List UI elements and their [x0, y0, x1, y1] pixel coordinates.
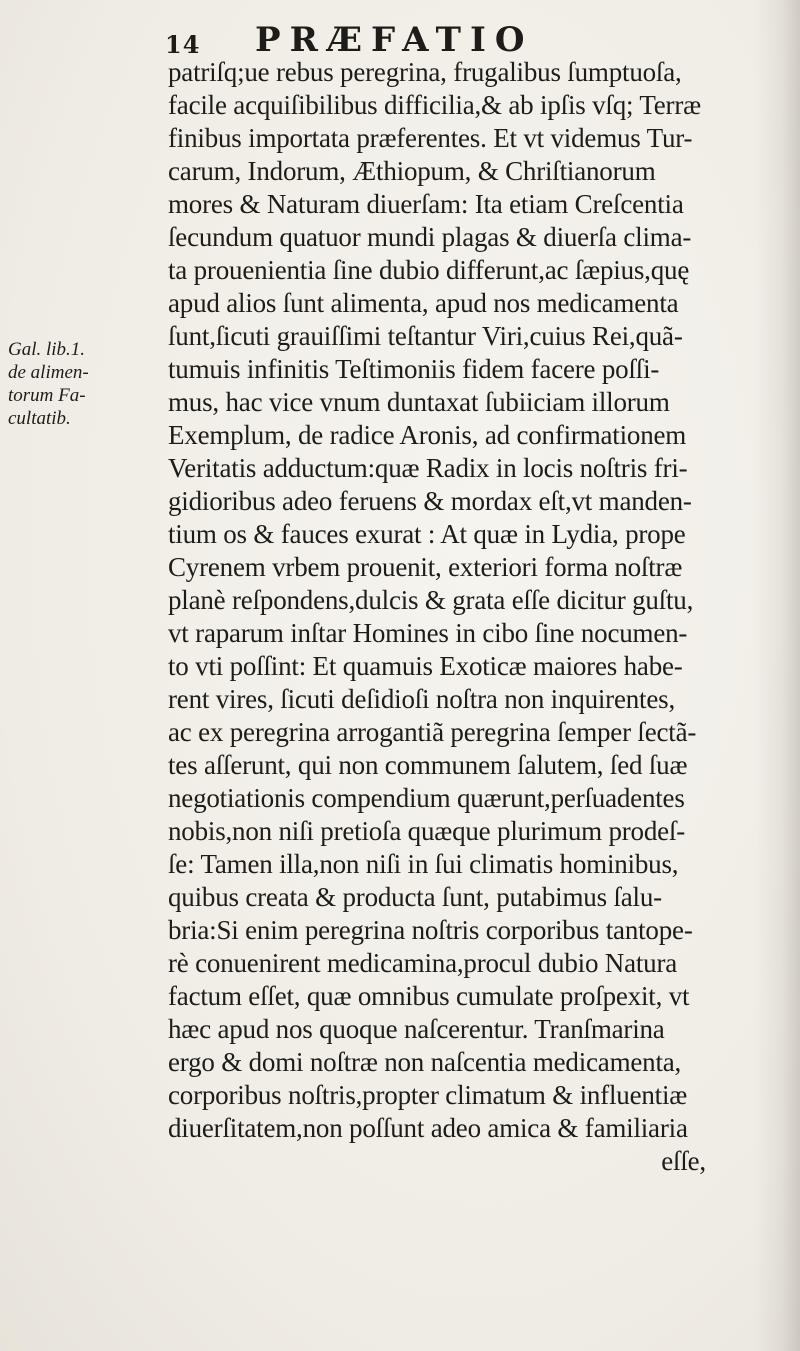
text-line: Veritatis adductum:quæ Radix in locis noſtris fri-: [168, 453, 688, 483]
text-line: rè conuenirent medicamina,procul dubio Natura: [168, 948, 678, 978]
text-line: factum eſſet, quæ omnibus cumulate proſpexit, vt: [168, 981, 690, 1011]
marginal-note-line: cultatib.: [8, 408, 71, 429]
body-text: [168, 56, 778, 1178]
text-line: ergo & domi noſtræ non naſcentia medicamenta,: [168, 1047, 682, 1077]
page-number: 14: [165, 30, 201, 59]
text-line: tumuis infinitis Teſtimoniis fidem facere poſſi-: [168, 354, 660, 384]
text-line: ſe: Tamen illa,non niſi in ſui climatis hominibus,: [168, 849, 679, 879]
marginal-note-line: Gal. lib.1.: [8, 339, 86, 360]
text-line: carum, Indorum, Æthiopum, & Chriſtianorum: [168, 156, 656, 186]
text-line: nobis,non niſi pretioſa quæque plurimum prodeſ-: [168, 816, 686, 846]
running-head: PRÆFATIO: [255, 20, 534, 60]
text-line: vt raparum inſtar Homines in cibo ſine nocumen-: [168, 618, 688, 648]
text-line: ac ex peregrina arrogantiã peregrina ſemper ſectã-: [168, 717, 697, 747]
text-line: Cyrenem vrbem prouenit, exteriori forma noſtræ: [168, 552, 683, 582]
text-line: negotiationis compendium quærunt,perſuadentes: [168, 783, 685, 813]
text-line: ta prouenientia ſine dubio differunt,ac ſæpius,quę: [168, 255, 690, 285]
text-line: bria:Si enim peregrina noſtris corporibus tantope-: [168, 915, 693, 945]
marginal-note: [8, 338, 158, 430]
text-line: diuerſitatem,non poſſunt adeo amica & familiaria: [168, 1113, 688, 1143]
text-line: tes aſſerunt, qui non communem ſalutem, ſed ſuæ: [168, 750, 688, 780]
text-line: corporibus noſtris,propter climatum & influentiæ: [168, 1080, 688, 1110]
text-line: mores & Naturam diuerſam: Ita etiam Creſcentia: [168, 189, 684, 219]
text-line: hæc apud nos quoque naſcerentur. Tranſmarina: [168, 1014, 665, 1044]
text-line: apud alios ſunt alimenta, apud nos medicamenta: [168, 288, 679, 318]
text-line: ſunt,ſicuti grauiſſimi teſtantur Viri,cuius Rei,quã-: [168, 321, 683, 351]
text-line: finibus importata præferentes. Et vt videmus Tur-: [168, 123, 693, 153]
text-line: tium os & fauces exurat : At quæ in Lydia, prope: [168, 519, 686, 549]
text-line: gidioribus adeo feruens & mordax eſt,vt manden-: [168, 486, 692, 516]
text-line: rent vires, ſicuti deſidioſi noſtra non inquirentes,: [168, 684, 675, 714]
text-line: planè reſpondens,dulcis & grata eſſe dicitur guſtu,: [168, 585, 694, 615]
marginal-note-line: torum Fa-: [8, 385, 86, 406]
text-line: to vti poſſint: Et quamuis Exoticæ maiores habe-: [168, 651, 683, 681]
marginal-note-line: de alimen-: [8, 362, 89, 383]
text-line: patriſq;ue rebus peregrina, frugalibus ſumptuoſa,: [168, 57, 682, 87]
catchword: eſſe,: [661, 1146, 706, 1176]
text-line: mus, hac vice vnum duntaxat ſubiiciam illorum: [168, 387, 670, 417]
text-line: quibus creata & producta ſunt, putabimus ſalu-: [168, 882, 662, 912]
text-line: facile acquiſibilibus difficilia,& ab ipſis vſq; Terræ: [168, 90, 701, 120]
text-line: Exemplum, de radice Aronis, ad confirmationem: [168, 420, 687, 450]
text-line: ſecundum quatuor mundi plagas & diuerſa clima-: [168, 222, 692, 252]
